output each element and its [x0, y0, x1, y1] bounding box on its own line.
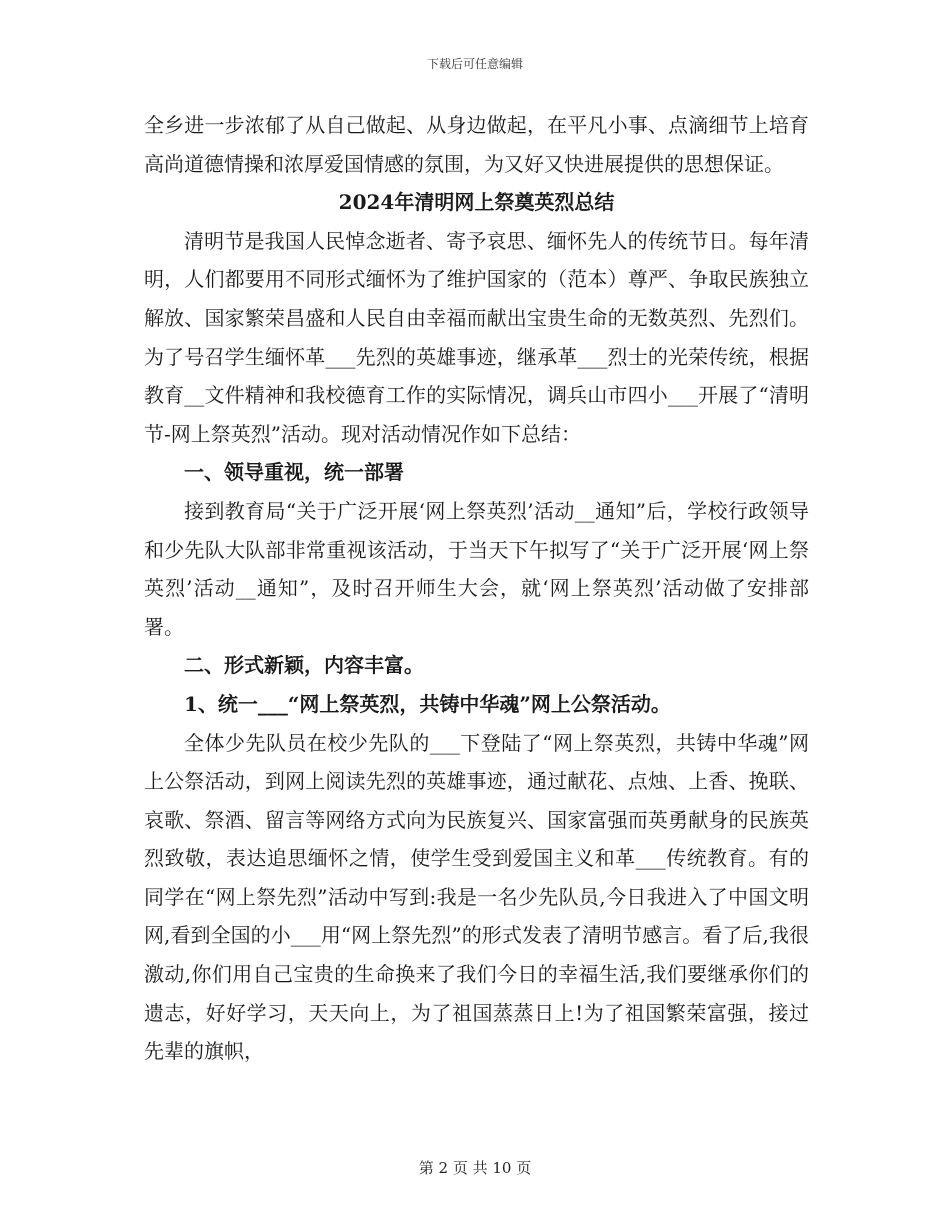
- section-heading-2: 二、形式新颖，内容丰富。: [184, 653, 424, 678]
- document-title: 2024年清明网上祭奠英烈总结: [338, 190, 615, 215]
- paragraph-subsection-1: 全体少先队员在校少先队的___下登陆了“网上祭英烈，共铸中华魂”网上公祭活动，到网上阅读先烈的英雄事迹，通过献花、点烛、上香、挽联、哀歌、祭酒、留言等网络方式向为民族复兴、国家富强而英勇献身的民族英烈致敬，表达追思缅怀之情，使学生受到爱国主义和革___传统教育。有的同学在“网上祭先烈”活动中写到:我是一名少先队员,今日我进入了中国文明网,看到全国的小___用“网上祭先烈”的形式发表了清明节感言。看了后,我很激动,你们用自己宝贵的生命换来了我们今日的幸福生活,我们要继承你们的遗志，好好学习，天天向上，为了祖国蒸蒸日上!为了祖国繁荣富强，接过先辈的旗帜，: [144, 730, 809, 1064]
- header-note: 下载后可任意编辑: [426, 57, 523, 71]
- paragraph-intro: 清明节是我国人民悼念逝者、寄予哀思、缅怀先人的传统节日。每年清明，人们都要用不同形式缅怀为了维护国家的（范本）尊严、争取民族独立解放、国家繁荣昌盛和人民自由幸福而献出宝贵生命的无数英烈、先烈们。为了号召学生缅怀革___先烈的英雄事迹，继承革___烈士的光荣传统，根据教育__文件精神和我校德育工作的实际情况，调兵山市四小___开展了“清明节-网上祭英烈”活动。现对活动情况作如下总结：: [144, 228, 809, 446]
- page-number: 第 2 页 共 10 页: [418, 1159, 532, 1177]
- paragraph-section-1: 接到教育局“关于广泛开展‘网上祭英烈’活动__通知”后，学校行政领导和少先队大队部非常重视该活动，于当天下午拟写了“关于广泛开展‘网上祭英烈’活动__通知”，及时召开师生大会，就‘网上祭英烈’活动做了安排部署。: [144, 498, 809, 639]
- paragraph-continuation: 全乡进一步浓郁了从自己做起、从身边做起，在平凡小事、点滴细节上培育高尚道德情操和浓厚爱国情感的氛围，为又好又快进展提供的思想保证。: [144, 113, 809, 176]
- section-heading-1: 一、领导重视，统一部署: [184, 460, 404, 485]
- subsection-heading-1: 1、统一___“网上祭英烈，共铸中华魂”网上公祭活动。: [184, 691, 671, 716]
- document-body: [144, 106, 809, 1071]
